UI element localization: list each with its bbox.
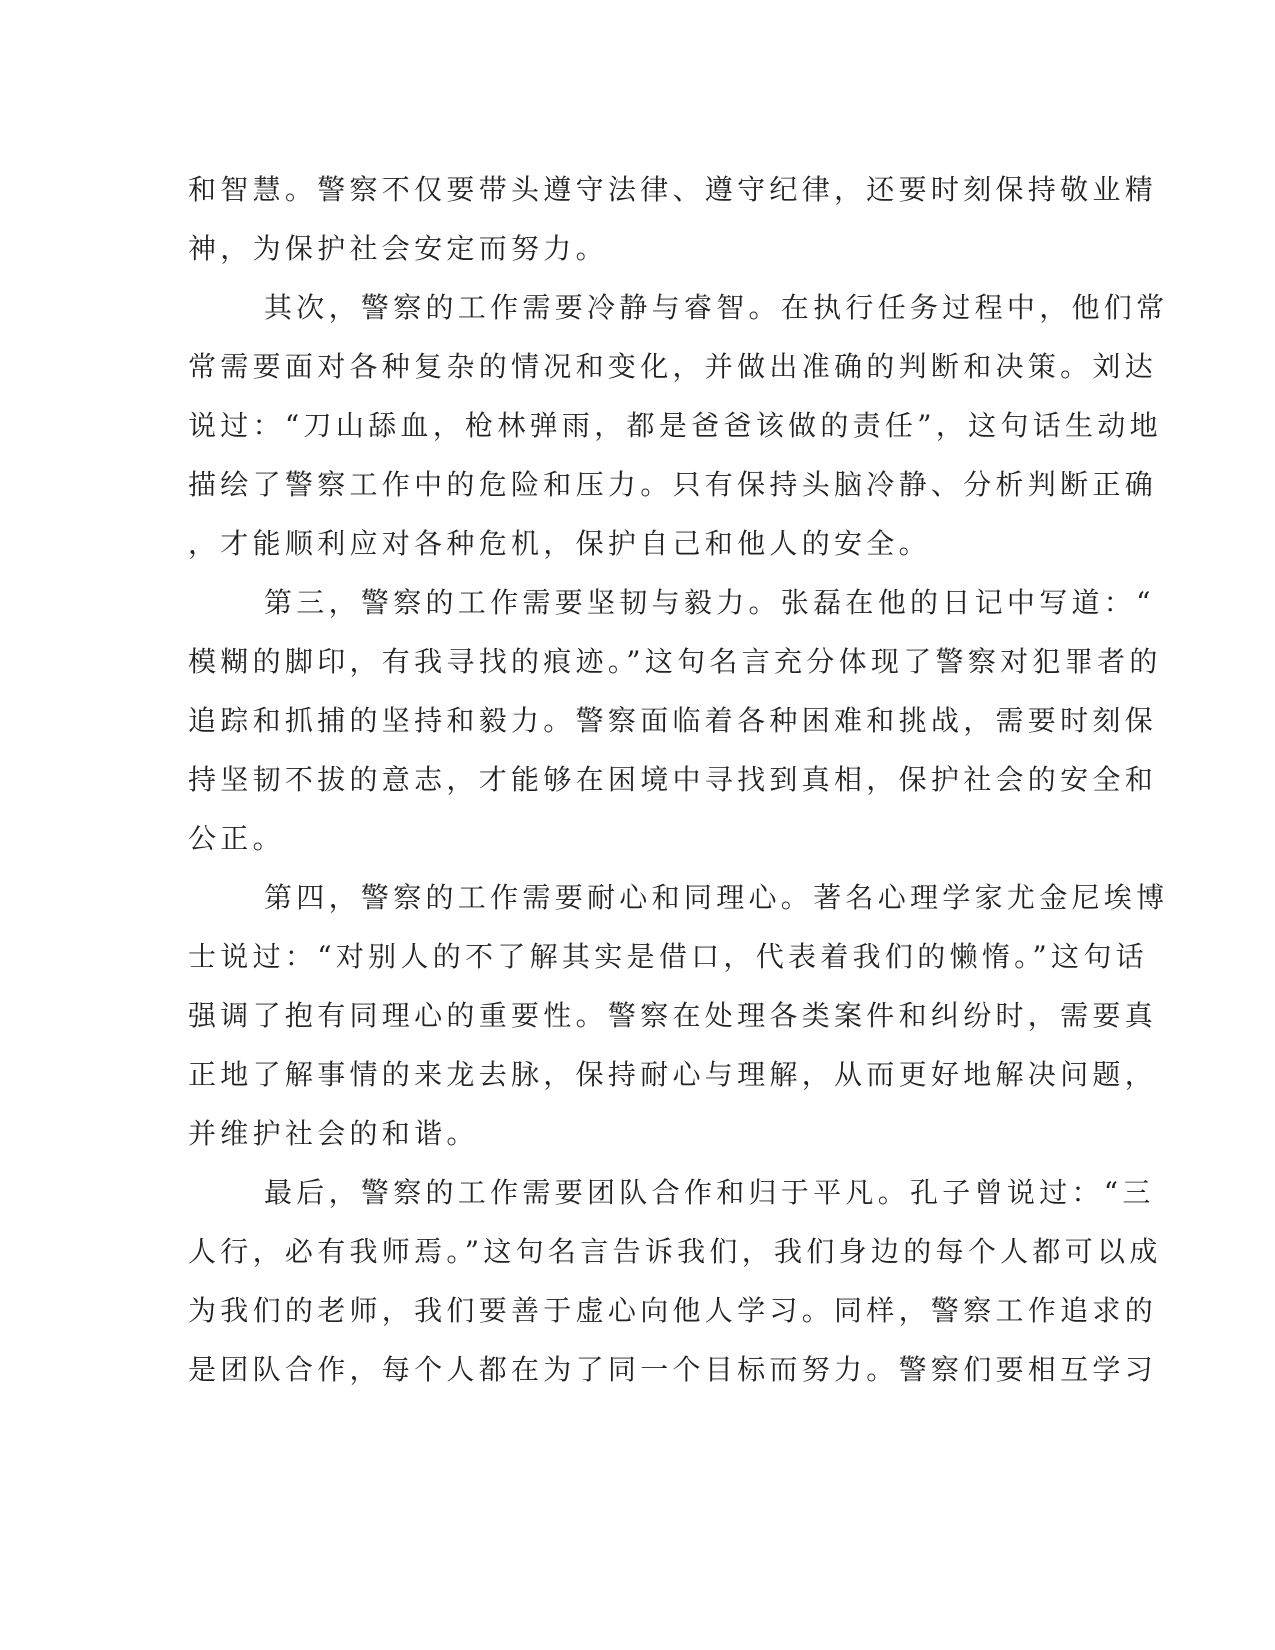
text-line: ，才能顺利应对各种危机，保护自己和他人的安全。 (188, 527, 931, 560)
text-line: 模糊的脚印，有我寻找的痕迹。”这句名言充分体现了警察对犯罪者的 (188, 645, 1162, 678)
text-line: 常需要面对各种复杂的情况和变化，并做出准确的判断和决策。刘达 (188, 350, 1158, 383)
text-line: 描绘了警察工作中的危险和压力。只有保持头脑冷静、分析判断正确 (188, 468, 1158, 501)
text-line: 说过：“刀山舔血，枪林弹雨，都是爸爸该做的责任”，这句话生动地 (188, 409, 1162, 442)
paragraph-start-line: 第四，警察的工作需要耐心和同理心。著名心理学家尤金尼埃博 (264, 881, 1169, 914)
text-line: 和智慧。警察不仅要带头遵守法律、遵守纪律，还要时刻保持敬业精 (188, 173, 1158, 206)
text-line: 公正。 (188, 822, 285, 855)
text-line: 神，为保护社会安定而努力。 (188, 232, 608, 265)
text-line: 持坚韧不拔的意志，才能够在困境中寻找到真相，保护社会的安全和 (188, 763, 1158, 796)
text-line: 士说过：“对别人的不了解其实是借口，代表着我们的懒惰。”这句话 (188, 940, 1148, 973)
text-line: 追踪和抓捕的坚持和毅力。警察面临着各种困难和挑战，需要时刻保 (188, 704, 1158, 737)
paragraph-start-line: 其次，警察的工作需要冷静与睿智。在执行任务过程中，他们常 (264, 291, 1169, 324)
text-line: 并维护社会的和谐。 (188, 1117, 479, 1150)
paragraph-start-line: 最后，警察的工作需要团队合作和归于平凡。孔子曾说过：“三 (264, 1176, 1155, 1209)
text-line: 正地了解事情的来龙去脉，保持耐心与理解，从而更好地解决问题， (188, 1058, 1158, 1091)
body-text (188, 160, 1169, 1399)
text-line: 人行，必有我师焉。”这句名言告诉我们，我们身边的每个人都可以成 (188, 1235, 1162, 1268)
text-line: 是团队合作，每个人都在为了同一个目标而努力。警察们要相互学习 (188, 1353, 1158, 1386)
text-line: 强调了抱有同理心的重要性。警察在处理各类案件和纠纷时，需要真 (188, 999, 1158, 1032)
text-line: 为我们的老师，我们要善于虚心向他人学习。同样，警察工作追求的 (188, 1294, 1158, 1327)
paragraph-start-line: 第三，警察的工作需要坚韧与毅力。张磊在他的日记中写道：“ (264, 586, 1155, 619)
